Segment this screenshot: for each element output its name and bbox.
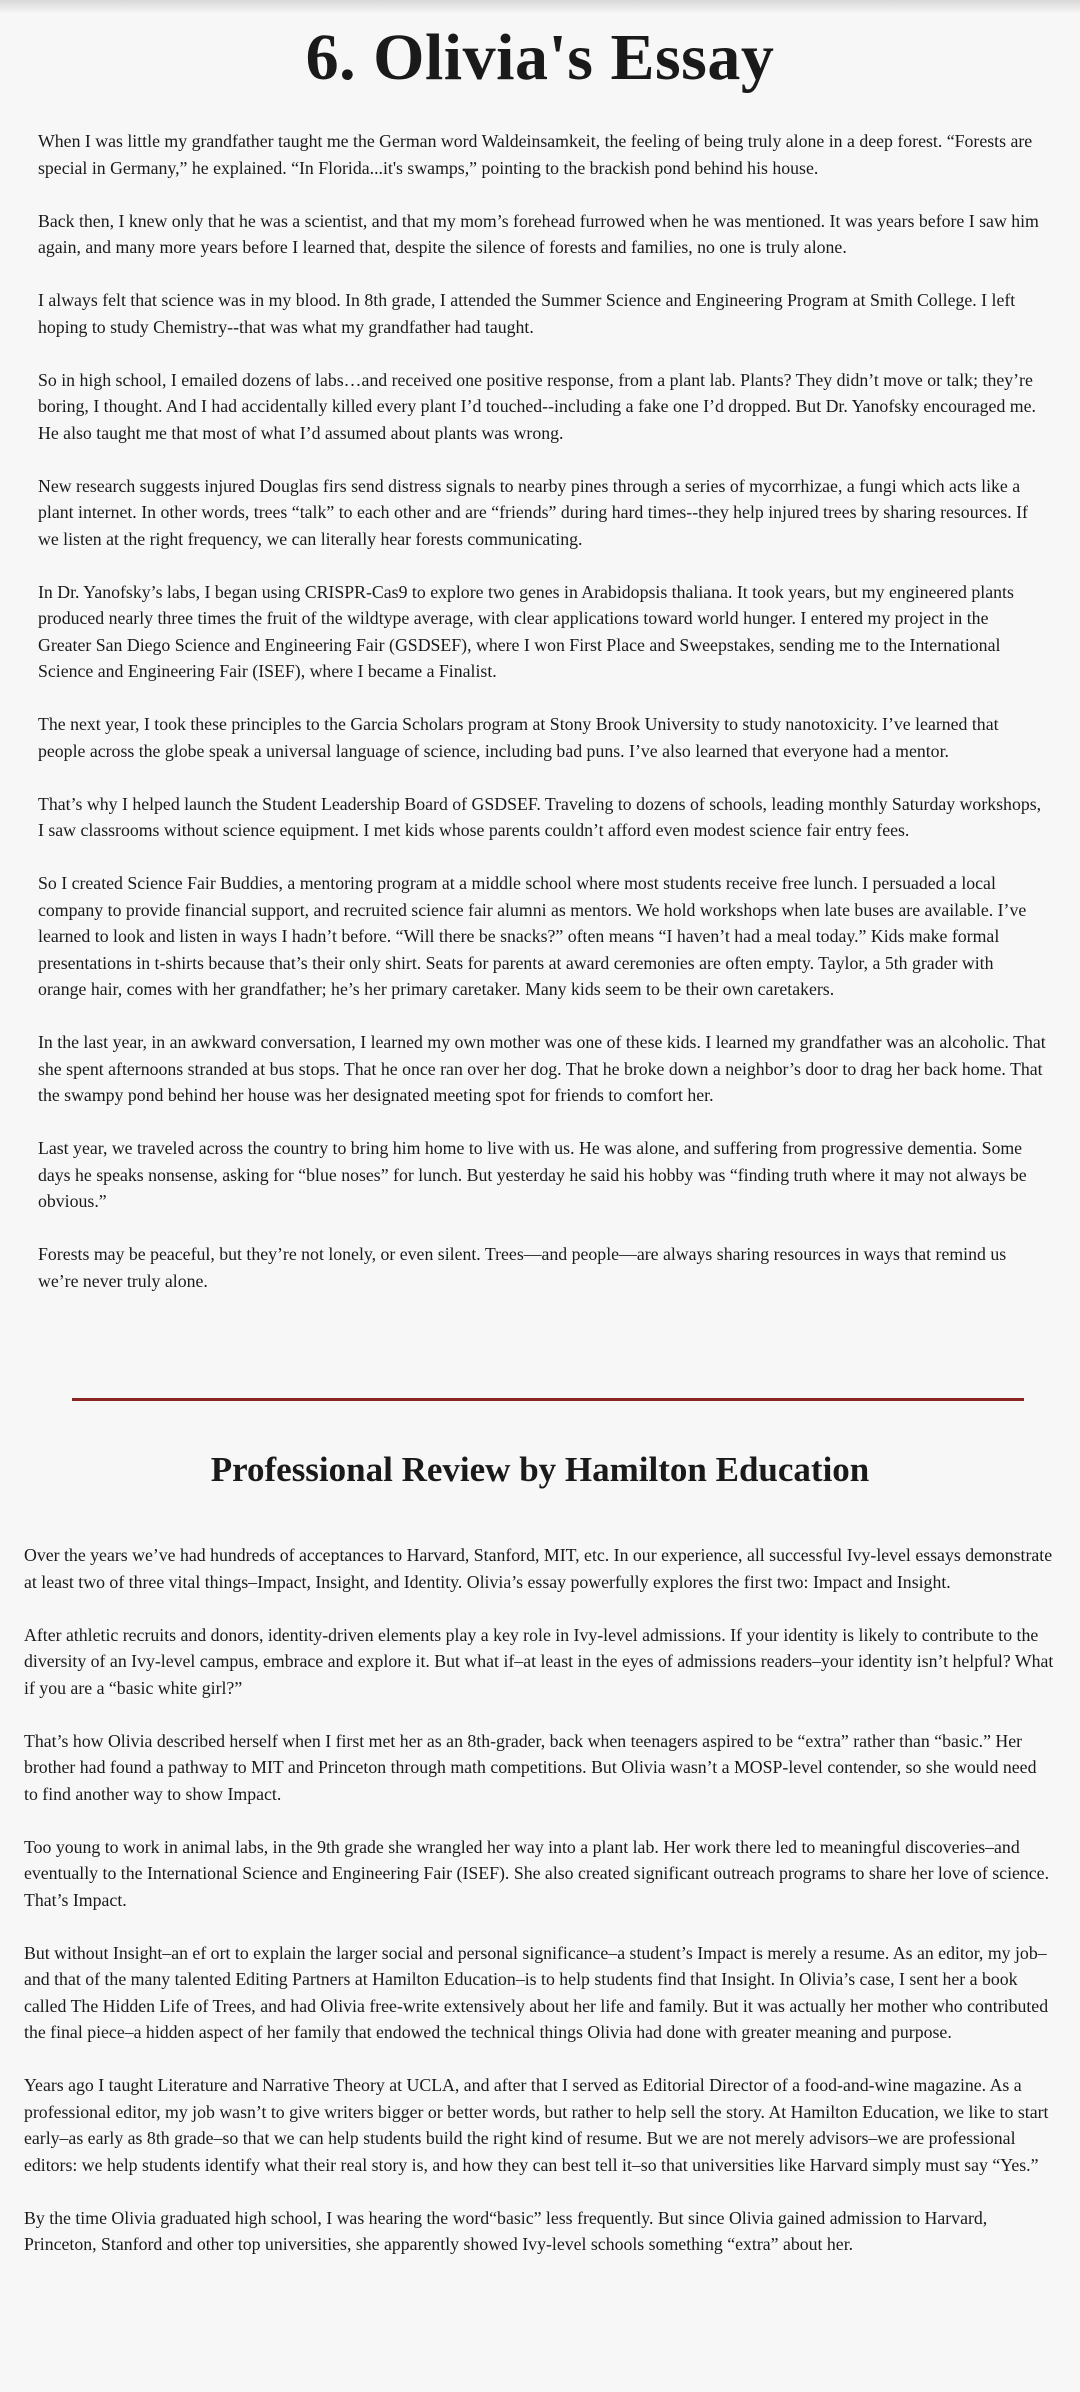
essay-paragraph: The next year, I took these principles to the Garcia Scholars program at Stony Brook University to study nanotoxicity. I’ve learned that people across the globe speak a universal language of science, including bad puns. I’ve also learned that everyone had a mentor.: [38, 714, 999, 761]
essay-paragraph: That’s why I helped launch the Student Leadership Board of GSDSEF. Traveling to dozens of schools, leading monthly Saturday workshops, I saw classrooms without science equipment. I met kids whose parents couldn’t afford even modest science fair entry fees.: [38, 793, 1042, 840]
review-paragraph: Years ago I taught Literature and Narrative Theory at UCLA, and after that I served as Editorial Director of a food-and-wine magazine. As a professional editor, my job wasn’t to give writers bigger or better words, but rather to help sell the story. At Hamilton Education, we like to start early–as early as 8th grade–so that we can help students build the right kind of resume. But we are not merely advisors–we are professional editors: we help students identify what their real story is, and how they can best tell it–so that universities like Harvard simply must say “Yes.”: [24, 2075, 1049, 2175]
essay-paragraph: In the last year, in an awkward conversation, I learned my own mother was one of these kids. I learned my grandfather was an alcoholic. That she spent afternoons stranded at bus stops. That he once ran over her dog. That he broke down a neighbor’s door to drag her back home. That the swampy pond behind her house was her designated meeting spot for friends to comfort her.: [38, 1032, 1046, 1105]
review-paragraph: Too young to work in animal labs, in the 9th grade she wrangled her way into a plant lab. Her work there led to meaningful discoveries–and eventually to the International Science and Engineering Fair (ISEF). She also created significant outreach programs to share her love of science. That’s Impact.: [24, 1836, 1050, 1910]
essay-paragraph: Back then, I knew only that he was a scientist, and that my mom’s forehead furrowed when he was mentioned. It was years before I saw him again, and many more years before I learned that, despite the silence of forests and families, no one is truly alone.: [38, 210, 1039, 257]
essay-paragraph: Forests may be peaceful, but they’re not lonely, or even silent. Trees—and people—are always sharing resources in ways that remind us we’re never truly alone.: [38, 1244, 1007, 1291]
essay-paragraph: Last year, we traveled across the country to bring him home to live with us. He was alone, and suffering from progressive dementia. Some days he speaks nonsense, asking for “blue noses” for lunch. But yesterday he said his hobby was “finding truth where it may not always be obvious.”: [38, 1138, 1027, 1211]
review-paragraph: Over the years we’ve had hundreds of acceptances to Harvard, Stanford, MIT, etc. In our experience, all successful Ivy-level essays demonstrate at least two of three vital things–Impact, Insight, and Identity. Olivia’s essay powerfully explores the first two: Impact and Insight.: [24, 1545, 1053, 1592]
review-title: Professional Review by Hamilton Education: [210, 1450, 870, 1489]
review-paragraph: By the time Olivia graduated high school, I was hearing the word“basic” less frequently. But since Olivia gained admission to Harvard, Princeton, Stanford and other top universities, she apparently showed Ivy-level schools something “extra” about her.: [24, 2207, 988, 2254]
essay-paragraph: So I created Science Fair Buddies, a mentoring program at a middle school where most students receive free lunch. I persuaded a local company to provide financial support, and recruited science fair alumni as mentors. We hold workshops when late buses are available. I’ve learned to look and listen in ways I hadn’t before. “Will there be snacks?” often means “I haven’t had a meal today.” Kids make formal presentations in t-shirts because that’s their only shirt. Seats for parents at award ceremonies are often empty. Taylor, a 5th grader with orange hair, comes with her grandfather; he’s her primary caretaker. Many kids seem to be their own caretakers.: [38, 873, 1027, 999]
top-shadow: [0, 0, 1080, 14]
essay-body: [38, 128, 1046, 1321]
review-paragraph: After athletic recruits and donors, identity-driven elements play a key role in Ivy-level admissions. If your identity is likely to contribute to the diversity of an Ivy-level campus, embrace and explore it. But what if–at least in the eyes of admissions readers–your identity isn’t helpful? What if you are a “basic white girl?”: [24, 1624, 1054, 1698]
essay-paragraph: In Dr. Yanofsky’s labs, I began using CRISPR-Cas9 to explore two genes in Arabidopsis thaliana. It took years, but my engineered plants produced nearly three times the fruit of the wildtype average, with clear applications toward world hunger. I entered my project in the Greater San Diego Science and Engineering Fair (GSDSEF), where I won First Place and Sweepstakes, sending me to the International Science and Engineering Fair (ISEF), where I became a Finalist.: [38, 581, 1014, 681]
essay-paragraph: New research suggests injured Douglas firs send distress signals to nearby pines through a series of mycorrhizae, a fungi which acts like a plant internet. In other words, trees “talk” to each other and are “friends” during hard times--they help injured trees by sharing resources. If we listen at the right frequency, we can literally hear forests communicating.: [38, 475, 1028, 549]
essay-title: 6. Olivia's Essay: [305, 21, 775, 94]
essay-paragraph: So in high school, I emailed dozens of labs…and received one positive response, from a plant lab. Plants? They didn’t move or talk; they’re boring, I thought. And I had accidentally killed every plant I’d touched--including a fake one I’d dropped. But Dr. Yanofsky encouraged me. He also taught me that most of what I’d assumed about plants was wrong.: [38, 369, 1036, 443]
review-paragraph: That’s how Olivia described herself when I first met her as an 8th-grader, back when teenagers aspired to be “extra” rather than “basic.” Her brother had found a pathway to MIT and Princeton through math competitions. But Olivia wasn’t a MOSP-level contender, so she would need to find another way to show Impact.: [24, 1730, 1037, 1804]
section-divider: [72, 1398, 1024, 1401]
essay-paragraph: I always felt that science was in my blood. In 8th grade, I attended the Summer Science and Engineering Program at Smith College. I left hoping to study Chemistry--that was what my grandfather had taught.: [38, 290, 1016, 337]
review-paragraph: But without Insight–an ef ort to explain the larger social and personal significance–a student’s Impact is merely a resume. As an editor, my job–and that of the many talented Editing Partners at Hamilton Education–is to help students find that Insight. In Olivia’s case, I sent her a book called The Hidden Life of Trees, and had Olivia free-write extensively about her life and family. But it was actually her mother who contributed the final piece–a hidden aspect of her family that endowed the technical things Olivia had done with greater meaning and purpose.: [24, 1942, 1049, 2042]
review-body: [24, 1542, 1054, 2284]
essay-paragraph: When I was little my grandfather taught me the German word Waldeinsamkeit, the feeling of being truly alone in a deep forest. “Forests are special in Germany,” he explained. “In Florida...it's swamps,” pointing to the brackish pond behind his house.: [38, 131, 1033, 178]
